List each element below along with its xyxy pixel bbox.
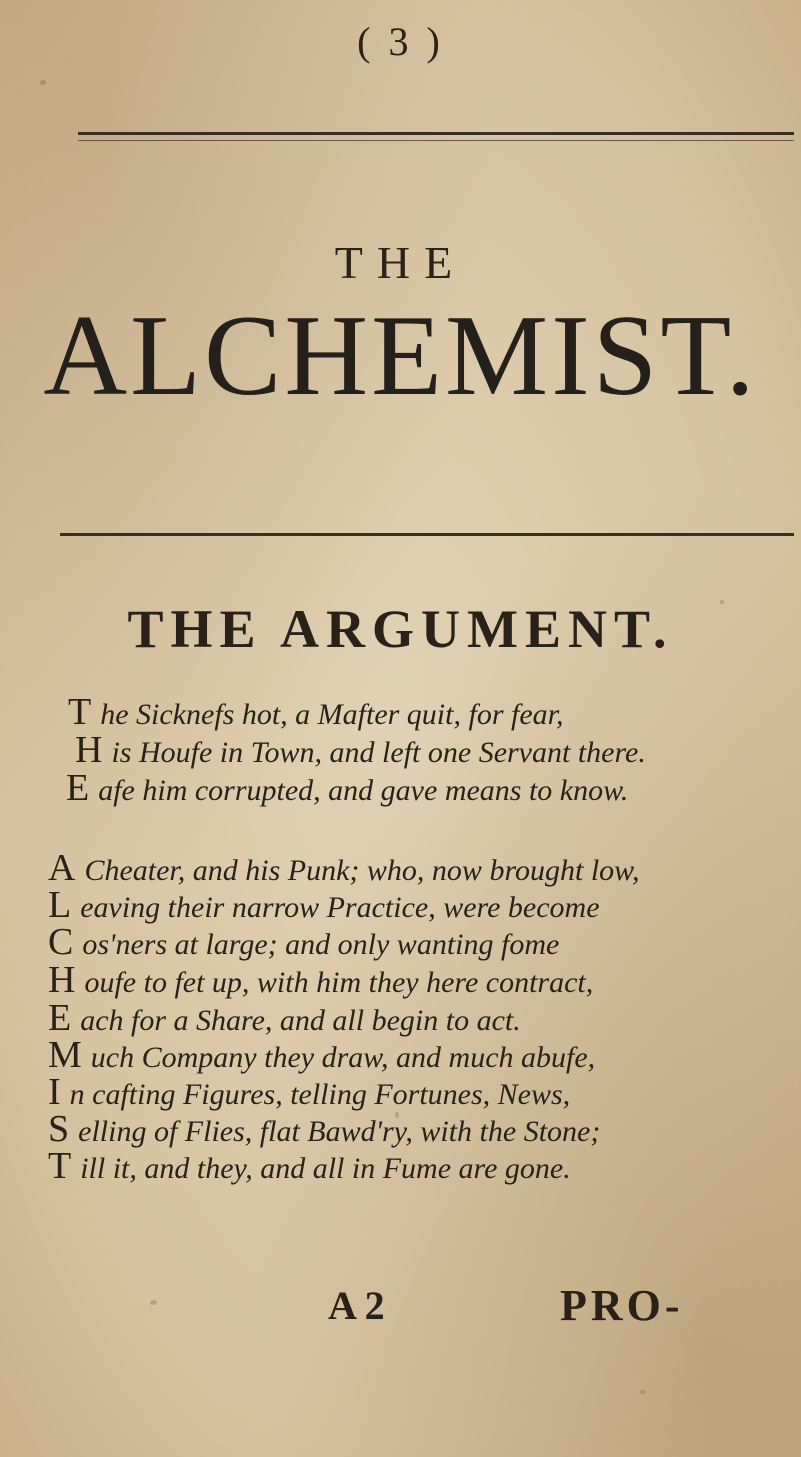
acrostic-initial: E — [66, 767, 90, 809]
verse-text: he Sicknefs hot, a Mafter quit, for fear, — [100, 698, 564, 731]
acrostic-initial: T — [68, 691, 92, 733]
acrostic-initial: H — [75, 729, 103, 771]
header-rule-thick — [78, 132, 794, 135]
signature-mark: A 2 — [328, 1283, 385, 1328]
play-title: ALCHEMIST. — [43, 292, 758, 420]
verse-text: is Houfe in Town, and left one Servant there. — [111, 736, 646, 769]
verse-text: ill it, and they, and all in Fume are gone. — [80, 1152, 571, 1185]
acrostic-initial: L — [48, 884, 72, 926]
title-article: THE — [334, 237, 467, 288]
verse-line — [48, 1144, 571, 1188]
verse-text: uch Company they draw, and much abufe, — [90, 1041, 596, 1074]
acrostic-initial: H — [48, 959, 76, 1001]
verse-text: eaving their narrow Practice, were become — [80, 891, 600, 924]
acrostic-initial: T — [48, 1145, 72, 1187]
acrostic-initial: C — [48, 921, 74, 963]
acrostic-initial: E — [48, 997, 72, 1039]
verse-text: Cheater, and his Punk; who, now brought low, — [84, 854, 640, 887]
header-rule-thin — [78, 140, 794, 141]
verse-text: ach for a Share, and all begin to act. — [80, 1004, 521, 1037]
catchword: PRO- — [560, 1281, 684, 1330]
verse-text: n cafting Figures, telling Fortunes, News, — [69, 1078, 571, 1111]
argument-heading: THE ARGUMENT. — [127, 599, 674, 659]
verse-text: elling of Flies, flat Bawd'ry, with the Stone; — [78, 1115, 601, 1148]
verse-line — [66, 766, 628, 810]
acrostic-initial: M — [48, 1034, 82, 1076]
acrostic-initial: I — [48, 1071, 61, 1113]
acrostic-initial: S — [48, 1108, 70, 1150]
page-number: ( 3 ) — [357, 19, 444, 64]
verse-text: os'ners at large; and only wanting fome — [82, 928, 560, 961]
verse-text: afe him corrupted, and gave means to know. — [98, 774, 629, 807]
title-rule — [60, 533, 794, 536]
verse-text: oufe to fet up, with him they here contract, — [84, 966, 594, 999]
acrostic-initial: A — [48, 847, 76, 889]
